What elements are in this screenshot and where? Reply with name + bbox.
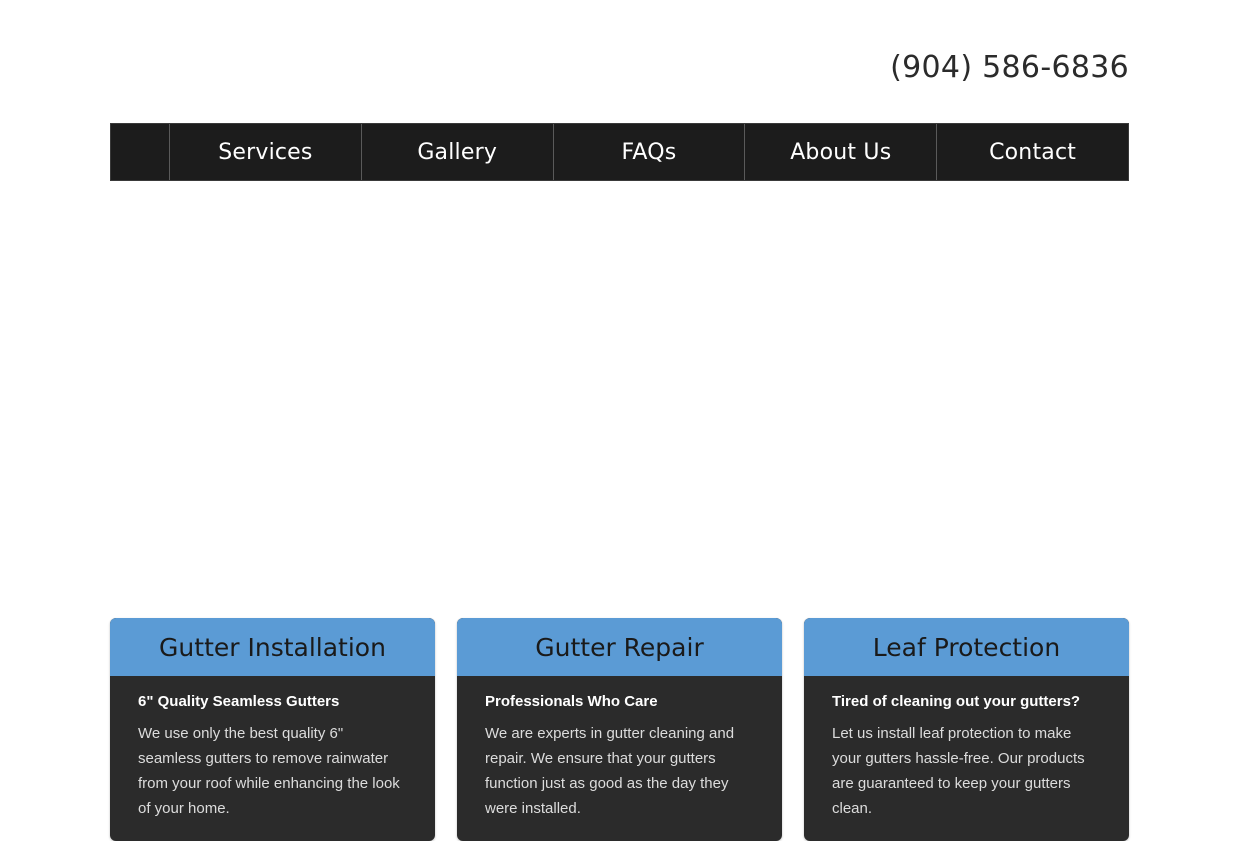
site-header	[110, 0, 1129, 123]
nav-item-services[interactable]: Services	[170, 124, 362, 180]
content-container	[110, 0, 1129, 841]
nav-item-contact[interactable]: Contact	[989, 139, 1077, 165]
card-body	[804, 676, 1129, 841]
nav-item-faqs[interactable]: FAQs	[554, 124, 746, 180]
card-body	[110, 676, 435, 841]
card-title: Tired of cleaning out your gutters?	[832, 693, 1081, 710]
card-title: 6" Quality Seamless Gutters	[138, 693, 340, 710]
card-text: We are experts in gutter cleaning and repair. We ensure that your gutters function just as good as the day they were installed.	[485, 725, 735, 817]
service-card-leaf-protection[interactable]	[804, 618, 1129, 841]
main-navigation	[110, 123, 1129, 181]
card-text: We use only the best quality 6" seamless gutters to remove rainwater from your roof while enhancing the look of your home.	[138, 725, 400, 817]
nav-item-gallery[interactable]: Gallery	[362, 124, 554, 180]
card-heading: Gutter Installation	[110, 618, 435, 676]
hero-banner	[110, 181, 1129, 618]
service-cards	[110, 618, 1129, 841]
service-card-gutter-installation[interactable]	[110, 618, 435, 841]
card-heading: Gutter Repair	[457, 618, 782, 676]
card-body	[457, 676, 782, 841]
card-heading: Leaf Protection	[804, 618, 1129, 676]
nav-item-about-us[interactable]: About Us	[745, 124, 937, 180]
nav-item-home[interactable]	[111, 124, 170, 180]
card-text: Let us install leaf protection to make your gutters hassle-free. Our products are guaranteed to keep your gutters clean.	[832, 725, 1085, 817]
service-card-gutter-repair[interactable]	[457, 618, 782, 841]
card-title: Professionals Who Care	[485, 693, 658, 710]
phone-number[interactable]: (904) 586-6836	[890, 50, 1129, 85]
